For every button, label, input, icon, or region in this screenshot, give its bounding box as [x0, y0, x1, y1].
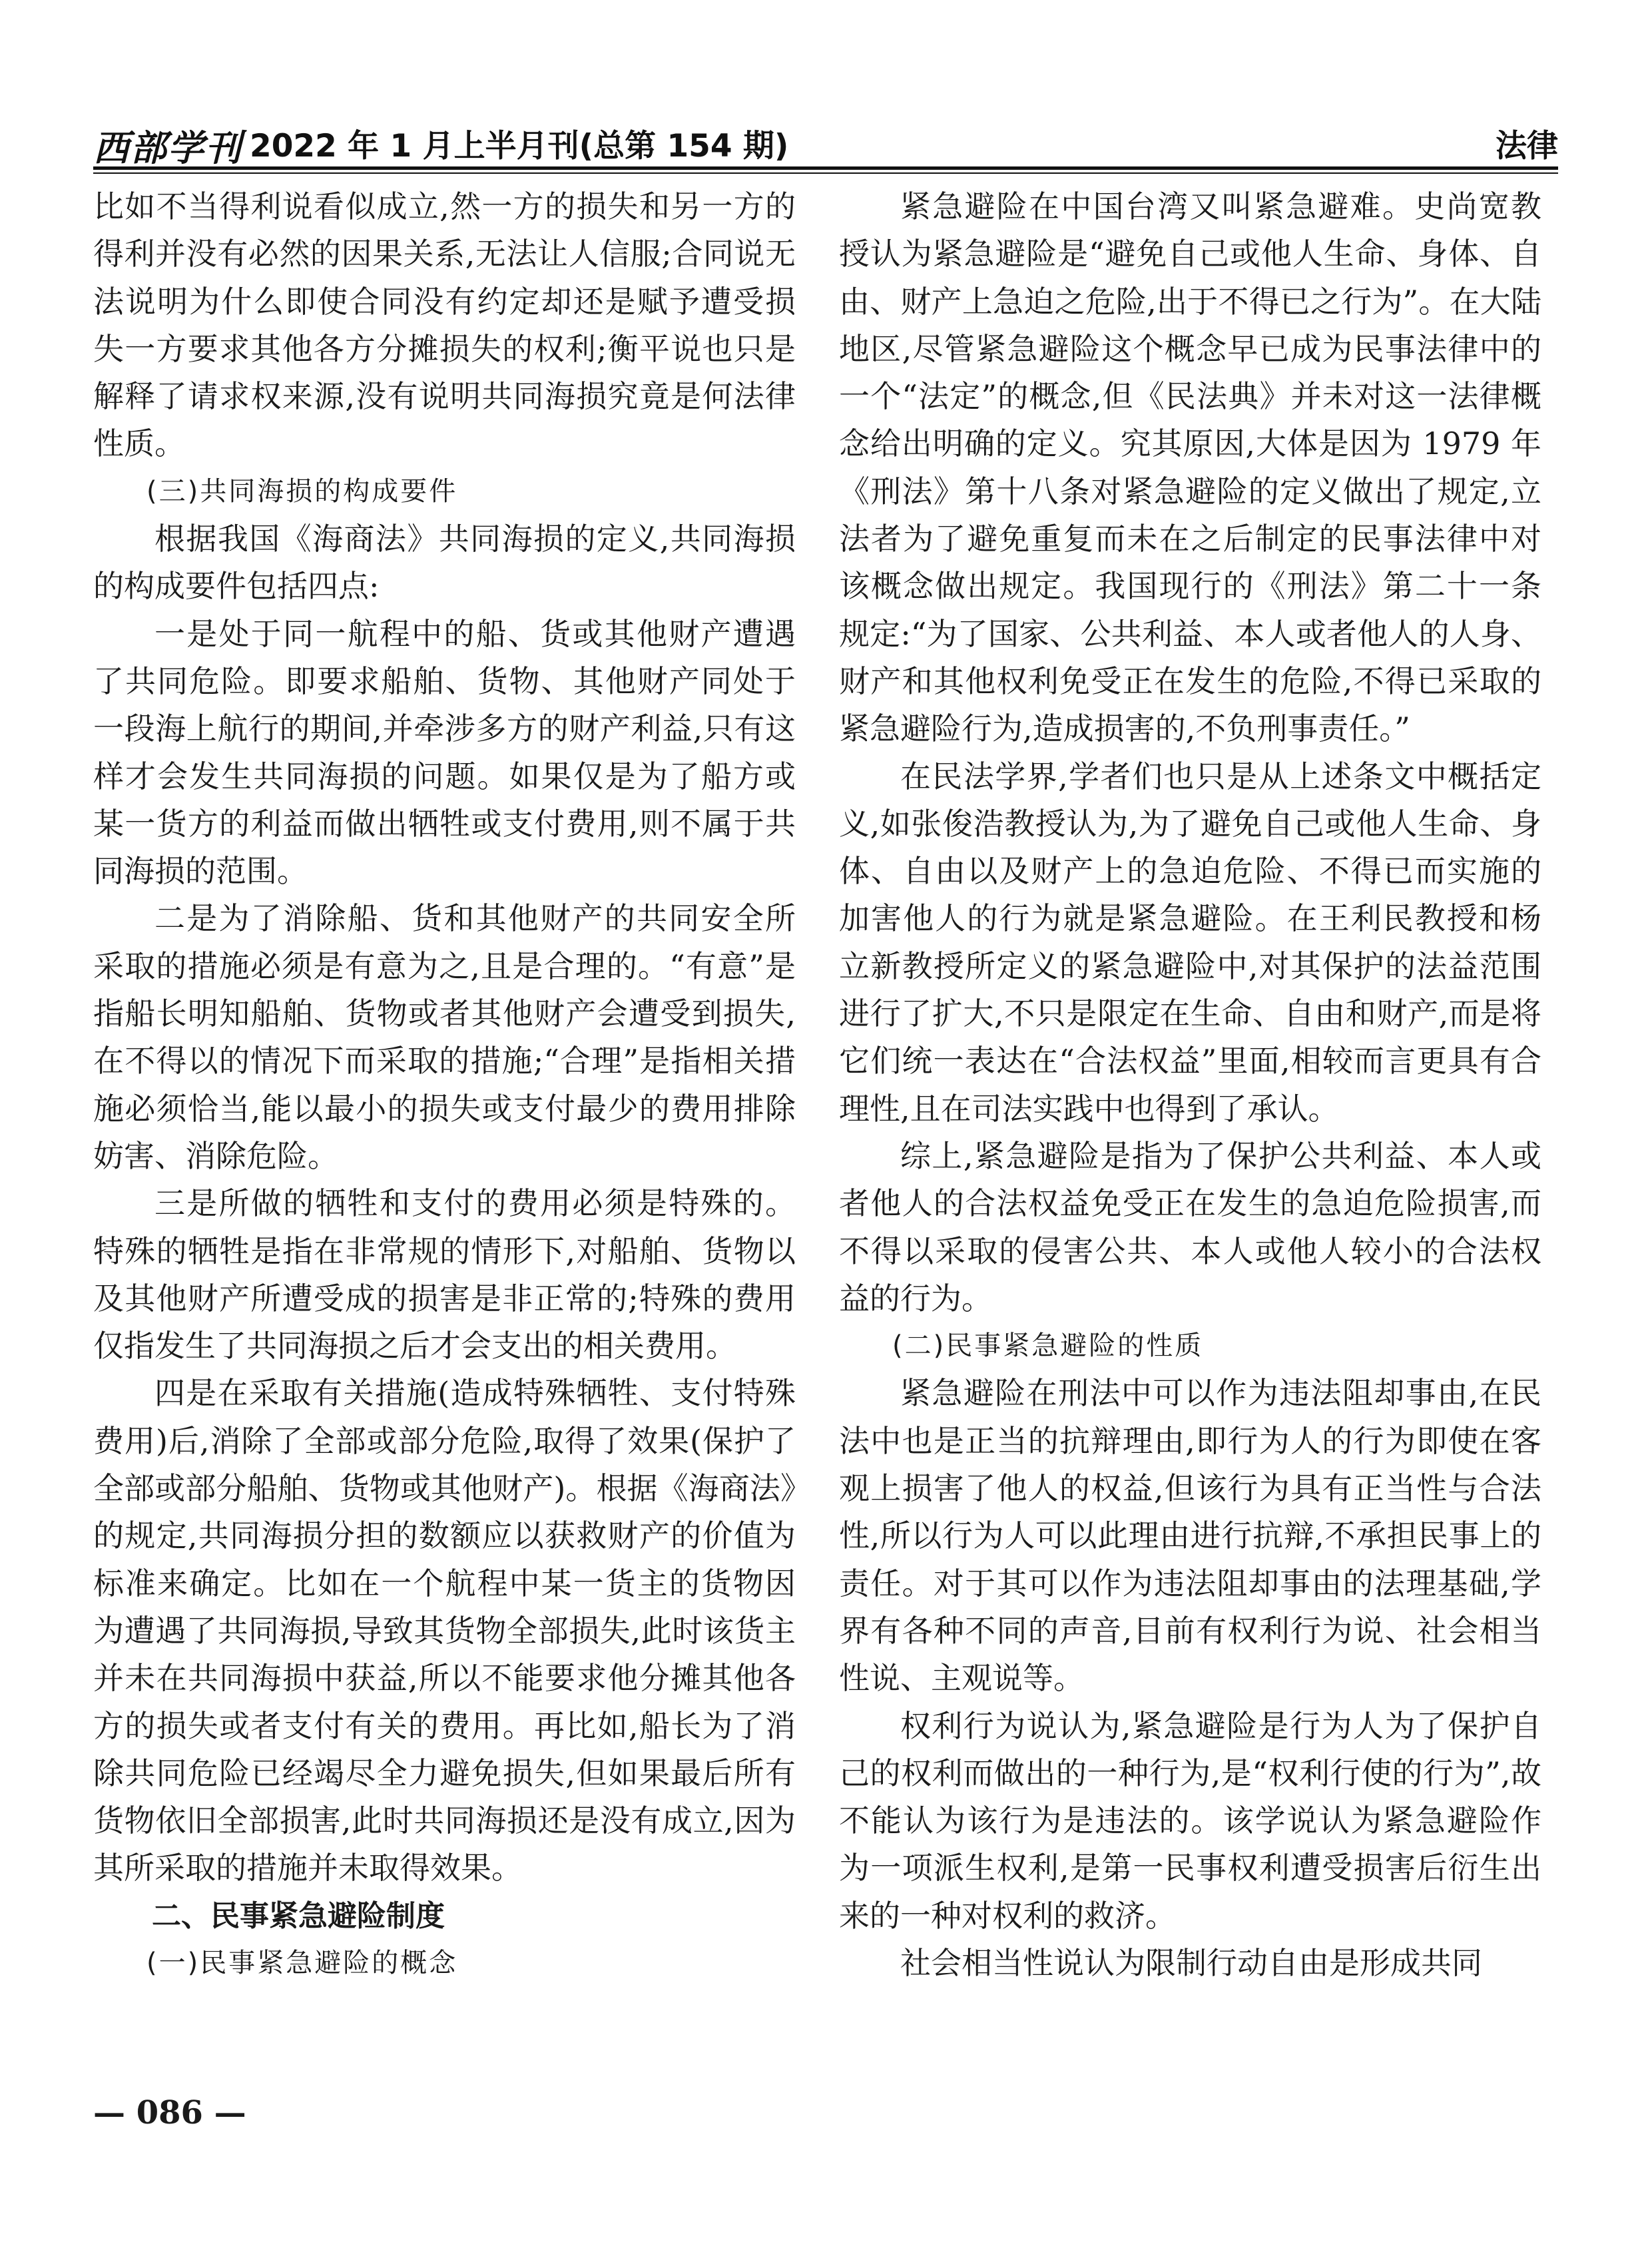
subsection-heading: (二)民事紧急避险的性质 — [892, 1330, 1204, 1362]
paragraph: 综上,紧急避险是指为了保护公共利益、本人或者他人的合法权益免受正在发生的急迫危险损害,而不得以采取的侵害公共、本人或他人较小的合法权益的行为。 — [839, 1137, 1541, 1316]
paragraph: 紧急避险在刑法中可以作为违法阻却事由,在民法中也是正当的抗辩理由,即行为人的行为即使在客观上损害了他人的权益,但该行为具有正当性与合法性,所以行为人可以此理由进行抗辩,不承担民事上的责任。对于其可以作为违法阻却事由的法理基础,学界有各种不同的声音,目前有权利行为说、社会相当性说、主观说等。 — [839, 1375, 1541, 1697]
issue-info: 2022 年 1 月上半月刊(总第 154 期) — [250, 128, 789, 164]
paragraph-continued: 比如不当得利说看似成立,然一方的损失和另一方的得利并没有必然的因果关系,无法让人信服;合同说无法说明为什么即使合同没有约定却还是赋予遭受损失一方要求其他各方分摊损失的权利;衡平说也只是解释了请求权来源,没有说明共同海损究竟是何法律性质。 — [93, 188, 796, 462]
paragraph: 权利行为说认为,紧急避险是行为人为了保护自己的权利而做出的一种行为,是“权利行使的行为”,故不能认为该行为是违法的。该学说认为紧急避险作为一项派生权利,是第一民事权利遭受损害后衍生出来的一种对权利的救济。 — [839, 1707, 1541, 1934]
paragraph: 紧急避险在中国台湾又叫紧急避难。史尚宽教授认为紧急避险是“避免自己或他人生命、身体、自由、财产上急迫之危险,出于不得已之行为”。在大陆地区,尽管紧急避险这个概念早已成为民事法律中的一个“法定”的概念,但《民法典》并未对这一法律概念给出明确的定义。究其原因,大体是因为 1979 年《刑法》第十八条对紧急避险的定义做出了规定,立法者为了避免重复而未在之后制定的民事法律中对该概念做出规定。我国现行的《刑法》第二十一条规定:“为了国家、公共利益、本人或者他人的人身、财产和其他权利免受正在发生的危险,不得已采取的紧急避险行为,造成损害的,不负刑事责任。” — [839, 188, 1541, 747]
paragraph: 三是所做的牺牲和支付的费用必须是特殊的。特殊的牺牲是指在非常规的情形下,对船舶、货物以及其他财产所遭受成的损害是非正常的;特殊的费用仅指发生了共同海损之后才会支出的相关费用。 — [93, 1185, 796, 1364]
left-column — [93, 183, 796, 1987]
paragraph: 根据我国《海商法》共同海损的定义,共同海损的构成要件包括四点: — [93, 521, 796, 605]
paragraph: 四是在采取有关措施(造成特殊牺牲、支付特殊费用)后,消除了全部或部分危险,取得了效果(保护了全部或部分船舶、货物或其他财产)。根据《海商法》的规定,共同海损分担的数额应以获救财产的价值为标准来确定。比如在一个航程中某一货主的货物因为遭遇了共同海损,导致其货物全部损失,此时该货主并未在共同海损中获益,所以不能要求他分摊其他各方的损失或者支付有关的费用。再比如,船长为了消除共同危险已经竭尽全力避免损失,但如果最后所有货物依旧全部损害,此时共同海损还是没有成立,因为其所采取的措施并未取得效果。 — [93, 1375, 796, 1886]
page-number: — 086 — — [93, 2094, 246, 2131]
section-label: 法律 — [1496, 128, 1558, 164]
subsection-heading: (三)共同海损的构成要件 — [146, 475, 458, 507]
journal-logo: 西部学刊 — [93, 127, 242, 169]
header-rule-thin — [93, 172, 1558, 174]
paragraph: 在民法学界,学者们也只是从上述条文中概括定义,如张俊浩教授认为,为了避免自己或他人生命、身体、自由以及财产上的急迫危险、不得已而实施的加害他人的行为就是紧急避险。在王利民教授和杨立新教授所定义的紧急避险中,对其保护的法益范围进行了扩大,不只是限定在生命、自由和财产,而是将它们统一表达在“合法权益”里面,相较而言更具有合理性,且在司法实践中也得到了承认。 — [839, 758, 1541, 1127]
paragraph: 社会相当性说认为限制行动自由是形成共同 — [900, 1944, 1482, 1981]
right-column — [839, 183, 1541, 1987]
subsection-heading: (一)民事紧急避险的概念 — [146, 1947, 458, 1978]
running-header — [93, 112, 1558, 169]
paragraph: 二是为了消除船、货和其他财产的共同安全所采取的措施必须是有意为之,且是合理的。“有意”是指船长明知船舶、货物或者其他财产会遭受到损失,在不得以的情况下而采取的措施;“合理”是指相关措施必须恰当,能以最小的损失或支付最少的费用排除妨害、消除危险。 — [93, 900, 796, 1174]
header-rule — [93, 166, 1558, 170]
section-heading: 二、民事紧急避险制度 — [152, 1898, 445, 1933]
paragraph: 一是处于同一航程中的船、货或其他财产遭遇了共同危险。即要求船舶、货物、其他财产同处于一段海上航行的期间,并牵涉多方的财产利益,只有这样才会发生共同海损的问题。如果仅是为了船方或某一货方的利益而做出牺牲或支付费用,则不属于共同海损的范围。 — [93, 615, 796, 890]
